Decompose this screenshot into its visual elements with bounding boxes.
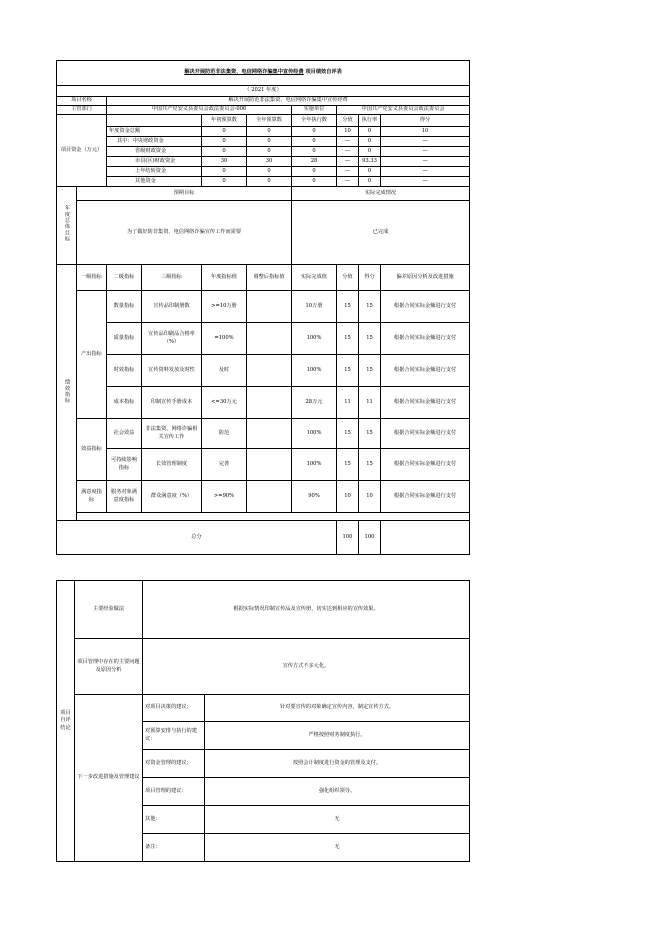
- funds-cell: —: [337, 157, 359, 167]
- funds-cell: 0: [202, 167, 247, 177]
- year-note: （ 2021 年度）: [57, 86, 470, 97]
- summary-label-text: 项目自评结论: [60, 710, 71, 731]
- impl-label: 实施单位: [292, 106, 337, 115]
- funds-cell: 0: [202, 147, 247, 157]
- perf-l3: 印制宣传手册成本: [142, 387, 202, 419]
- perf-actual: 100%: [292, 355, 337, 387]
- perf-note: 根据合同实际金额进行支付: [381, 387, 470, 419]
- goal-label: [57, 187, 77, 265]
- perf-l2: 数量指标: [107, 291, 142, 323]
- funds-col-0: 年初预算数: [202, 115, 247, 127]
- perf-note: 根据合同实际金额进行支付: [381, 449, 470, 481]
- item-key: 其他：: [143, 806, 205, 834]
- next-label: 下一步改进措施及管理建议: [75, 695, 143, 862]
- perf-target: >=10万册: [202, 291, 247, 323]
- perf-actual: 100%: [292, 419, 337, 449]
- perf-col: 年度指标值: [202, 265, 247, 291]
- item-value: 严格按照财务制度执行。: [205, 722, 470, 750]
- perf-got: 10: [359, 481, 381, 513]
- total-note: [381, 521, 470, 555]
- perf-label: [57, 265, 77, 521]
- perf-adj: [247, 387, 292, 419]
- expected-goal: 为了做好防非集资、电信网络诈骗宣传工作而需要: [77, 201, 292, 265]
- perf-score: 11: [337, 387, 359, 419]
- perf-target: 防范: [202, 419, 247, 449]
- funds-cell: —: [381, 157, 470, 167]
- item-value: 针对要宣传的对象确定宣传内容，制定宣传方式。: [205, 695, 470, 722]
- item-key: 对项目决策的建议：: [143, 695, 205, 722]
- funds-cell: 0: [247, 137, 292, 147]
- perf-got: 15: [359, 449, 381, 481]
- perf-got: 15: [359, 323, 381, 355]
- funds-cell: 10: [381, 127, 470, 137]
- form-title: [57, 61, 470, 86]
- perf-adj: [247, 355, 292, 387]
- impl-value: 中国共产党安义县委员会政法委员会: [337, 106, 470, 115]
- item-key: 对资金管理的建议：: [143, 750, 205, 778]
- funds-cell: 0: [247, 127, 292, 137]
- funds-cell: 0: [359, 167, 381, 177]
- perf-col: 偏差原因分析及改进措施: [381, 265, 470, 291]
- funds-cell: 10: [337, 127, 359, 137]
- perf-l3: 宣传品印刷品合格率（%）: [142, 323, 202, 355]
- perf-note: 根据合同实际金额进行支付: [381, 419, 470, 449]
- effect-label: 效益指标: [77, 419, 107, 481]
- perf-col: 二级指标: [107, 265, 142, 291]
- perf-l2: 成本指标: [107, 387, 142, 419]
- funds-row-name: 其中：中央财政资金: [107, 137, 202, 147]
- perf-note: 根据合同实际金额进行支付: [381, 291, 470, 323]
- perf-target: =100%: [202, 323, 247, 355]
- satisfaction-label: 满意度指标: [77, 481, 107, 513]
- perf-col: 一级指标: [77, 265, 107, 291]
- funds-cell: 0: [247, 147, 292, 157]
- funds-cell: 0: [359, 147, 381, 157]
- perf-note: 根据合同实际金额进行支付: [381, 355, 470, 387]
- dept-label: 主管部门: [57, 106, 107, 115]
- funds-row-name: 省级财政资金: [107, 147, 202, 157]
- funds-cell: 0: [359, 177, 381, 187]
- funds-cell: 0: [202, 177, 247, 187]
- item-value: 无: [205, 834, 470, 862]
- perf-got: 15: [359, 419, 381, 449]
- perf-l3: 非法集资、网络诈骗相关宣传工作: [142, 419, 202, 449]
- perf-got: 15: [359, 291, 381, 323]
- item-value: 按照会计制度进行资金的管理及支付。: [205, 750, 470, 778]
- perf-l3: 宣传品印制册数: [142, 291, 202, 323]
- perf-l3: 宣传资料发放及时性: [142, 355, 202, 387]
- actual-goal: 已完成: [292, 201, 470, 265]
- perf-score: 15: [337, 323, 359, 355]
- problem-label: 项目管理中存在的主要问题及原因分析: [75, 639, 143, 695]
- perf-score: 10: [337, 481, 359, 513]
- funds-row-name: 其他资金: [107, 177, 202, 187]
- funds-cell: —: [337, 147, 359, 157]
- summary-section: [56, 580, 469, 862]
- perf-col: 分值: [337, 265, 359, 291]
- funds-cell: 0: [359, 127, 381, 137]
- perf-target: 完善: [202, 449, 247, 481]
- problem: 宣传方式不多元化。: [143, 639, 470, 695]
- funds-row-name: 上年结转资金: [107, 167, 202, 177]
- total-score: 100: [337, 521, 359, 555]
- title-main: 解决开展防范非法集资、电信网络诈骗集中宣传经费: [184, 69, 304, 76]
- item-value: 强化组织领导。: [205, 778, 470, 806]
- funds-col-2: 全年执行数: [292, 115, 337, 127]
- item-key: 备注：: [143, 834, 205, 862]
- main-table: [56, 60, 470, 555]
- funds-cell: —: [381, 147, 470, 157]
- item-value: 无: [205, 806, 470, 834]
- perf-actual: 10万册: [292, 291, 337, 323]
- expected-label: 预期目标: [77, 187, 292, 201]
- perf-adj: [247, 323, 292, 355]
- funds-cell: —: [381, 177, 470, 187]
- perf-col: 三级指标: [142, 265, 202, 291]
- funds-col-3: 分值: [337, 115, 359, 127]
- perf-adj: [247, 449, 292, 481]
- goal-label-text: 年度总体目标: [64, 205, 70, 243]
- funds-cell: 30: [202, 157, 247, 167]
- funds-cell: —: [381, 167, 470, 177]
- perf-adj: [247, 291, 292, 323]
- perf-l2: 质量指标: [107, 323, 142, 355]
- perf-actual: 100%: [292, 449, 337, 481]
- perf-score: 15: [337, 355, 359, 387]
- funds-label: 项目资金（万元）: [57, 115, 107, 187]
- perf-adj: [247, 419, 292, 449]
- funds-cell: 0: [292, 177, 337, 187]
- main-exp-label: 主要经验做法: [75, 581, 143, 639]
- funds-col-5: 得分: [381, 115, 470, 127]
- total-got: 100: [359, 521, 381, 555]
- funds-cell: 28: [292, 157, 337, 167]
- perf-actual: 100%: [292, 323, 337, 355]
- perf-col: 实际完成值: [292, 265, 337, 291]
- summary-label: [57, 581, 75, 862]
- actual-label: 实际完成情况: [292, 187, 470, 201]
- funds-cell: 0: [202, 127, 247, 137]
- perf-got: 15: [359, 355, 381, 387]
- funds-cell: —: [381, 137, 470, 147]
- perf-target: <=30万元: [202, 387, 247, 419]
- funds-cell: 0: [292, 147, 337, 157]
- perf-note: 根据合同实际金额进行支付: [381, 323, 470, 355]
- funds-cell: 0: [292, 167, 337, 177]
- funds-head-blank: [107, 115, 202, 127]
- item-key: 对预算安排与执行的建议：: [143, 722, 205, 750]
- evaluation-form: [56, 60, 469, 555]
- perf-label-text: 绩效指标: [64, 378, 70, 404]
- item-key: 项目管理的建议：: [143, 778, 205, 806]
- main-exp: 根据实际情况印制宣传品及宣传册，切实达到相应的宣传效果。: [143, 581, 470, 639]
- funds-cell: 0: [247, 167, 292, 177]
- spacer-row: [77, 513, 470, 521]
- funds-cell: —: [337, 177, 359, 187]
- funds-row-name: 年度资金总额: [107, 127, 202, 137]
- perf-l2: 服务对象满意度指标: [107, 481, 142, 513]
- perf-col: 得分: [359, 265, 381, 291]
- dept-value: 中国共产党安义县委员会政法委员会-006: [107, 106, 292, 115]
- perf-score: 15: [337, 419, 359, 449]
- funds-row-name: 市县(区)财政资金: [107, 157, 202, 167]
- perf-note: 根据合同实际金额进行支付: [381, 481, 470, 513]
- perf-adj: [247, 481, 292, 513]
- perf-target: >=90%: [202, 481, 247, 513]
- perf-actual: 28万元: [292, 387, 337, 419]
- project-name: 解决开展防范非法集资、电信网络诈骗集中宣传经费: [107, 97, 470, 106]
- funds-cell: 0: [247, 177, 292, 187]
- perf-l2: 可持续影响指标: [107, 449, 142, 481]
- perf-actual: 90%: [292, 481, 337, 513]
- perf-l3: 群众满意度（%）: [142, 481, 202, 513]
- summary-table: [56, 580, 470, 862]
- funds-cell: —: [337, 137, 359, 147]
- title-suffix: 项目绩效自评表: [303, 69, 342, 76]
- funds-cell: 93.33: [359, 157, 381, 167]
- funds-cell: 0: [292, 127, 337, 137]
- perf-col: 调整后指标值: [247, 265, 292, 291]
- total-label: 总分: [57, 521, 337, 555]
- perf-l2: 社会效益: [107, 419, 142, 449]
- perf-got: 11: [359, 387, 381, 419]
- perf-l2: 时效指标: [107, 355, 142, 387]
- perf-score: 15: [337, 449, 359, 481]
- project-name-label: 项目名称: [57, 97, 107, 106]
- funds-cell: 0: [359, 137, 381, 147]
- funds-col-4: 执行率: [359, 115, 381, 127]
- funds-col-1: 全年预算数: [247, 115, 292, 127]
- funds-cell: —: [337, 167, 359, 177]
- perf-l3: 长效管理制度: [142, 449, 202, 481]
- perf-score: 15: [337, 291, 359, 323]
- output-label: 产出指标: [77, 291, 107, 419]
- funds-cell: 0: [292, 137, 337, 147]
- funds-cell: 0: [202, 137, 247, 147]
- perf-target: 及时: [202, 355, 247, 387]
- funds-cell: 30: [247, 157, 292, 167]
